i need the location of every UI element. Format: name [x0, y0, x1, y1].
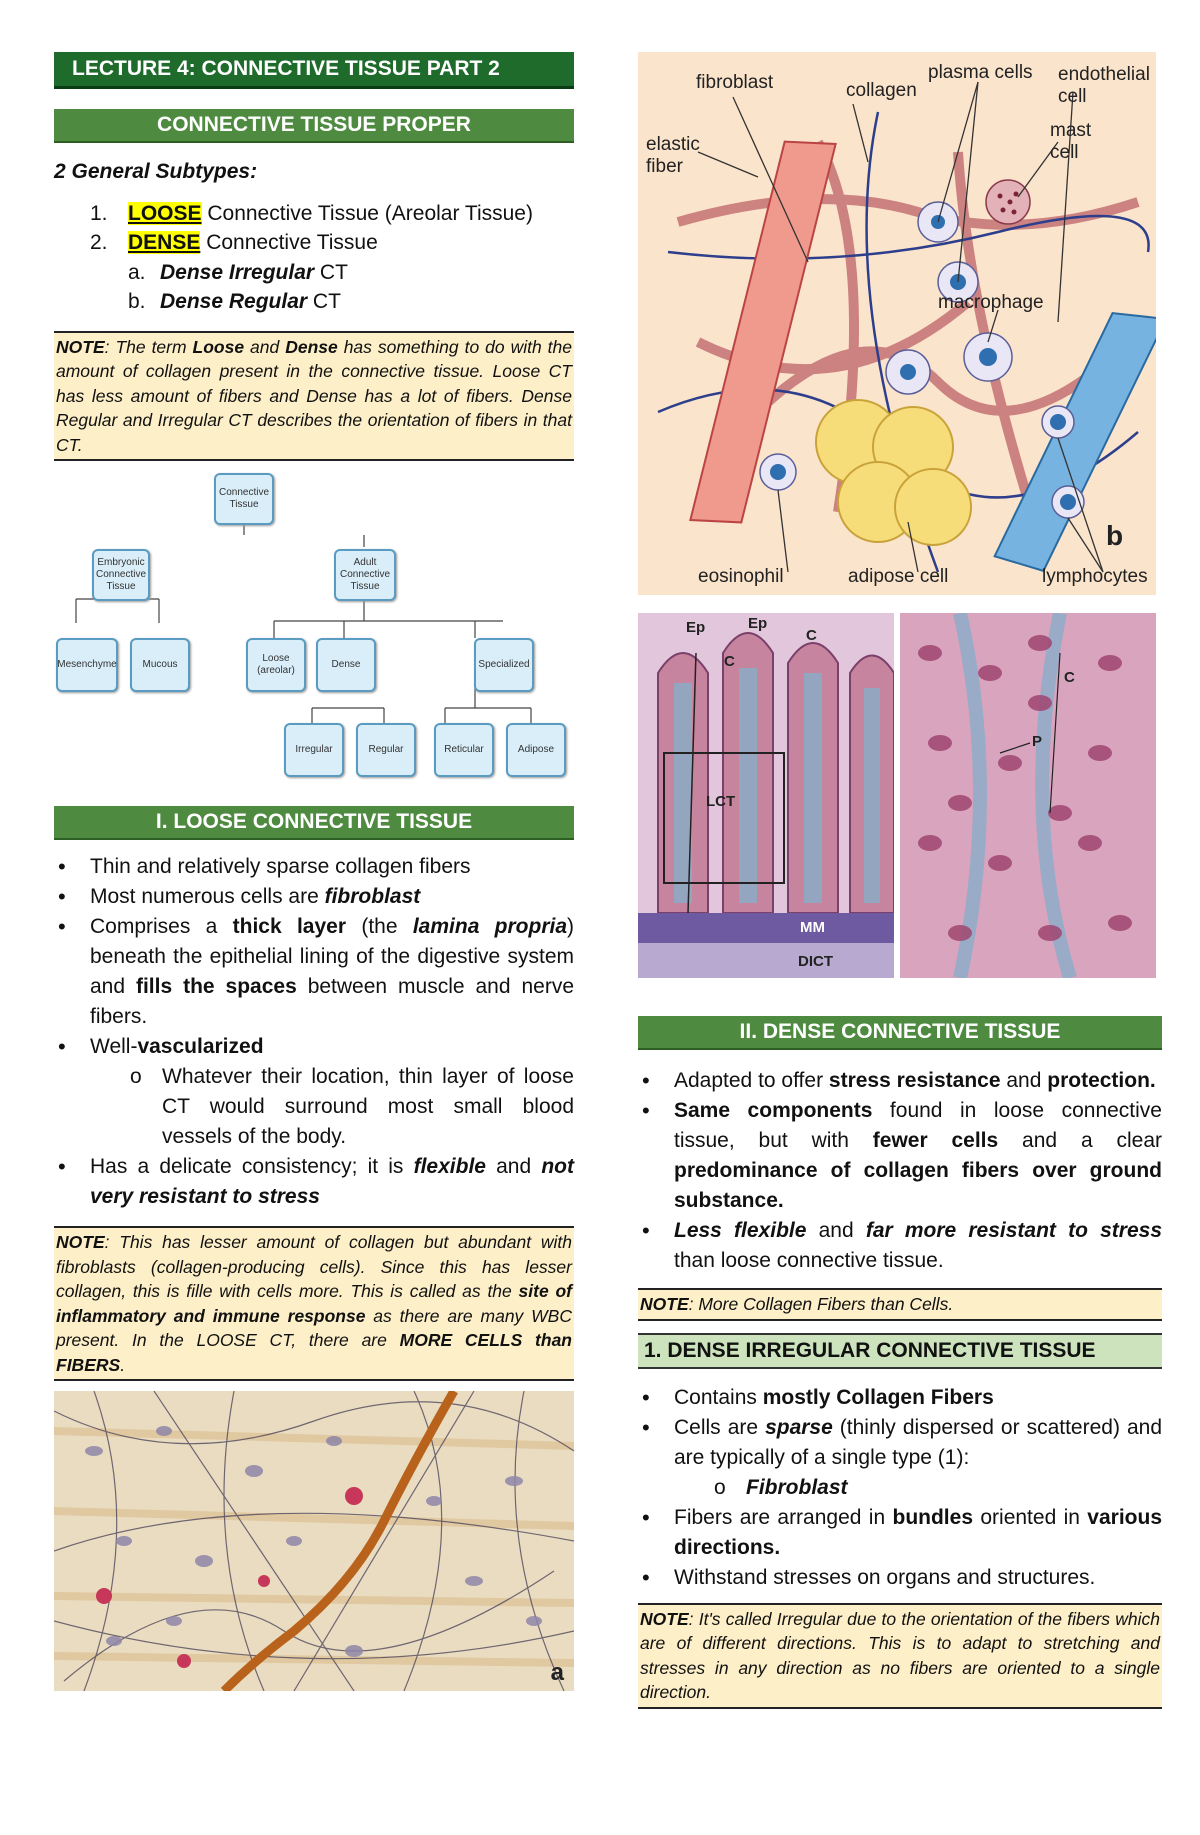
label-endothelial-cell: endothelial cell [1058, 64, 1150, 107]
chart-node-loose: Loose (areolar) [246, 638, 306, 692]
dict-bullets [638, 1383, 1162, 1473]
histo-label-dict: DICT [798, 953, 833, 970]
loose-bullets [54, 852, 574, 1062]
list-item: • Less flexible and far more resistant to stress than loose connective tissue. [638, 1216, 1162, 1276]
list-item: • Fibers are arranged in bundles oriented in various directions. [638, 1503, 1162, 1563]
dense-bullets [638, 1066, 1162, 1276]
chart-node-adipose: Adipose [506, 723, 566, 777]
list-item: • Comprises a thick layer (the lamina propria) beneath the epithelial lining of the digestive system and fills the spaces between muscle and nerve fibers. [54, 912, 574, 1032]
label-macrophage: macrophage [938, 292, 1044, 313]
label-panel-b: b [1106, 520, 1124, 551]
micrograph-a-label: a [550, 1659, 564, 1686]
chart-node-specialized: Specialized [474, 638, 534, 692]
note-dense: NOTE: More Collagen Fibers than Cells. [638, 1288, 1162, 1321]
histo-label-p: P [1032, 733, 1043, 750]
note-loose-ct: NOTE: This has lesser amount of collagen but abundant with fibroblasts (collagen-producing cells). Since this has lesser collagen, this is fille with cells more. This is called as the site of inflammatory and immune response as there are many WBC present. In the LOOSE CT, there are MORE CELLS than FIBERS. [54, 1226, 574, 1381]
list-item: • Contains mostly Collagen Fibers [638, 1383, 1162, 1413]
label-lymphocytes: lymphocytes [1042, 566, 1148, 587]
chart-node-mucous: Mucous [130, 638, 190, 692]
label-elastic-fiber: elastic fiber [646, 134, 700, 177]
histo-label-c2: C [724, 653, 735, 670]
subtype-item-dense: 2. DENSE Connective Tissue [90, 231, 378, 254]
label-mast-cell: mast cell [1050, 120, 1092, 163]
note-loose-dense: NOTE: The term Loose and Dense has something to do with the amount of collagen present in the connective tissue. Loose CT has less amount of fibers and Dense has a lot of fibers. Dense Regular and Irregular CT describes the orientation of fibers in that CT. [54, 331, 574, 462]
list-item: • Thin and relatively sparse collagen fibers [54, 852, 574, 882]
section-heading-ctp: CONNECTIVE TISSUE PROPER [54, 109, 574, 143]
histo-label-c1: C [806, 627, 817, 644]
loose-ct-diagram [638, 52, 1156, 595]
note-dict: NOTE: It's called Irregular due to the orientation of the fibers which are of different directions. This is to adapt to stretching and stresses in any direction as no fibers are oriented to a single direction. [638, 1603, 1162, 1709]
section-heading-dense: II. DENSE CONNECTIVE TISSUE [638, 1016, 1162, 1050]
chart-node-regular: Regular [356, 723, 416, 777]
list-item: • Same components found in loose connective tissue, but with fewer cells and a clear predominance of collagen fibers over ground substance. [638, 1096, 1162, 1216]
list-item: • Cells are sparse (thinly dispersed or scattered) and are typically of a single type (1): [638, 1413, 1162, 1473]
histology-left-image [638, 613, 894, 978]
subtype-item-loose: 1. LOOSE Connective Tissue (Areolar Tissue) [90, 201, 533, 225]
histology-right-image [900, 613, 1156, 978]
label-fibroblast: fibroblast [696, 72, 774, 93]
left-column [54, 52, 574, 1691]
subtype-item-dense-irregular: a. Dense Irregular CT [128, 260, 348, 284]
right-column [638, 52, 1162, 1709]
label-eosinophil: eosinophil [698, 566, 784, 587]
loose-ct-micrograph [54, 1391, 574, 1691]
list-item: • Well-vascularized [54, 1032, 574, 1062]
chart-node-dense: Dense [316, 638, 376, 692]
loose-sub-bullets [54, 1062, 574, 1152]
histo-label-c3: C [1064, 669, 1075, 686]
histology-left-panel [638, 613, 894, 978]
histo-label-ep1: Ep [686, 619, 706, 636]
loose-bullets-2 [54, 1152, 574, 1212]
lecture-title: LECTURE 4: CONNECTIVE TISSUE PART 2 [54, 52, 574, 89]
histology-panels [638, 613, 1156, 978]
list-item: o Whatever their location, thin layer of loose CT would surround most small blood vessels of the body. [124, 1062, 574, 1152]
histo-label-lct: LCT [706, 793, 736, 810]
list-item: o Fibroblast [708, 1473, 1162, 1503]
subtypes-label: 2 General Subtypes: [54, 160, 258, 183]
subtype-list [54, 199, 574, 317]
subtype-item-dense-regular: b. Dense Regular CT [128, 290, 341, 313]
dict-sub-bullets [638, 1473, 1162, 1503]
classification-chart [54, 473, 574, 788]
label-plasma-cells: plasma cells [928, 62, 1033, 83]
label-collagen: collagen [846, 80, 917, 101]
list-item: • Adapted to offer stress resistance and protection. [638, 1066, 1162, 1096]
list-item: • Withstand stresses on organs and structures. [638, 1563, 1162, 1593]
histo-label-mm: MM [800, 919, 825, 936]
histo-label-ep2: Ep [748, 615, 768, 632]
chart-node-mesenchyme: Mesenchyme [56, 638, 118, 692]
list-item: • Most numerous cells are fibroblast [54, 882, 574, 912]
section-heading-loose: I. LOOSE CONNECTIVE TISSUE [54, 806, 574, 840]
chart-node-reticular: Reticular [434, 723, 494, 777]
chart-node-adult: Adult Connective Tissue [334, 549, 396, 601]
histology-right-panel [900, 613, 1156, 978]
chart-node-embryonic: Embryonic Connective Tissue [92, 549, 150, 601]
subtypes-block [54, 157, 574, 317]
dict-bullets-2 [638, 1503, 1162, 1593]
chart-node-irregular: Irregular [284, 723, 344, 777]
chart-node-root: Connective Tissue [214, 473, 274, 525]
label-adipose-cell: adipose cell [848, 566, 949, 587]
list-item: • Has a delicate consistency; it is flexible and not very resistant to stress [54, 1152, 574, 1212]
section-heading-dict: 1. DENSE IRREGULAR CONNECTIVE TISSUE [638, 1333, 1162, 1369]
micrograph-a-image [54, 1391, 574, 1691]
